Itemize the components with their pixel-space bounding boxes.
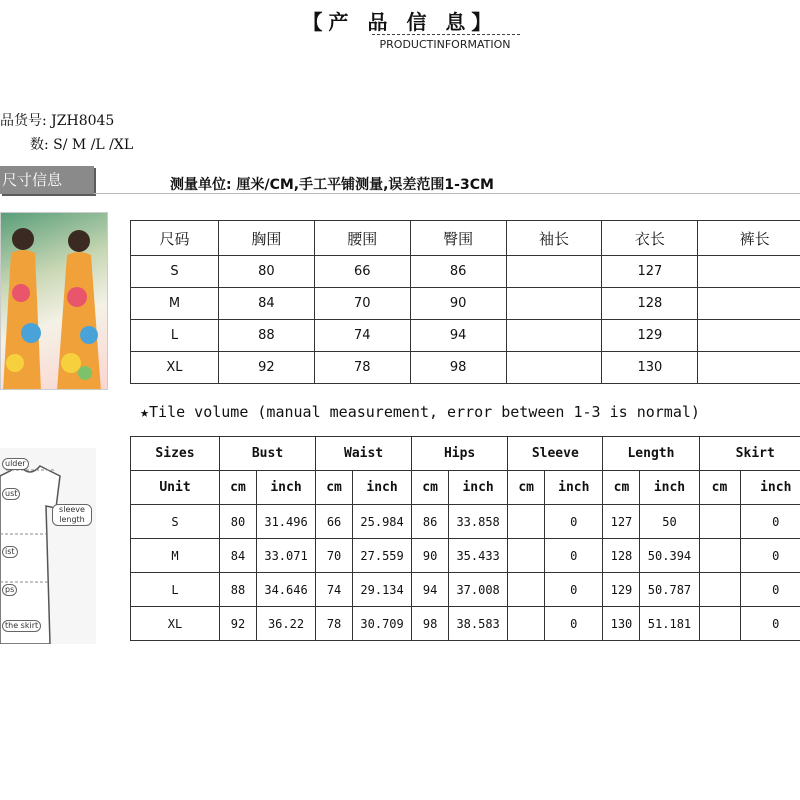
cell: 36.22 bbox=[257, 607, 316, 641]
cell: 66 bbox=[314, 256, 410, 288]
cell: 0 bbox=[740, 539, 800, 573]
en-table-heading: ★Tile volume (manual measurement, error between 1-3 is normal) bbox=[140, 403, 700, 421]
cell: 129 bbox=[602, 320, 698, 352]
model-photo-illustration bbox=[1, 213, 108, 390]
cell: 80 bbox=[218, 256, 314, 288]
cell: 98 bbox=[410, 352, 506, 384]
cell: 94 bbox=[410, 320, 506, 352]
cell: 35.433 bbox=[449, 539, 508, 573]
table-row bbox=[131, 352, 800, 384]
cell: 0 bbox=[545, 539, 603, 573]
table-row bbox=[131, 320, 800, 352]
cell: 30.709 bbox=[353, 607, 412, 641]
size-table-cn bbox=[130, 220, 800, 384]
unit-inch: inch bbox=[545, 471, 603, 505]
cell: 33.071 bbox=[257, 539, 316, 573]
cell: 0 bbox=[545, 505, 603, 539]
unit-cm: cm bbox=[316, 471, 353, 505]
cell bbox=[506, 256, 602, 288]
unit-cm: cm bbox=[220, 471, 257, 505]
cell: L bbox=[131, 320, 219, 352]
cell: 130 bbox=[603, 607, 640, 641]
measurement-diagram bbox=[0, 448, 96, 644]
cell: 127 bbox=[603, 505, 640, 539]
header-hips: Hips bbox=[412, 437, 508, 471]
cell: 78 bbox=[314, 352, 410, 384]
cell: 74 bbox=[316, 573, 353, 607]
header-waist: Waist bbox=[316, 437, 412, 471]
table-row bbox=[131, 607, 800, 641]
unit-cm: cm bbox=[412, 471, 449, 505]
cell: 0 bbox=[740, 607, 800, 641]
header-skirt: Skirt bbox=[699, 437, 800, 471]
cell: 50.394 bbox=[640, 539, 699, 573]
cell: 92 bbox=[218, 352, 314, 384]
diagram-label-shoulder: ulder bbox=[2, 458, 29, 470]
page-subtitle: PRODUCTINFORMATION bbox=[379, 38, 511, 51]
unit-inch: inch bbox=[257, 471, 316, 505]
cell: S bbox=[131, 505, 220, 539]
cell: M bbox=[131, 539, 220, 573]
cell: 129 bbox=[603, 573, 640, 607]
cell: 27.559 bbox=[353, 539, 412, 573]
cell: 0 bbox=[545, 607, 603, 641]
table-header-row bbox=[131, 437, 800, 471]
title-divider bbox=[372, 34, 520, 35]
cell: 74 bbox=[314, 320, 410, 352]
cell bbox=[698, 352, 800, 384]
cell: 98 bbox=[412, 607, 449, 641]
cell: 51.181 bbox=[640, 607, 699, 641]
size-table-en bbox=[130, 436, 800, 641]
unit-cm: cm bbox=[699, 471, 740, 505]
cell: 50 bbox=[640, 505, 699, 539]
cell: 80 bbox=[220, 505, 257, 539]
diagram-label-hips: ps bbox=[2, 584, 17, 596]
cell: 34.646 bbox=[257, 573, 316, 607]
unit-cm: cm bbox=[603, 471, 640, 505]
cell: 50.787 bbox=[640, 573, 699, 607]
cell: 31.496 bbox=[257, 505, 316, 539]
cell: 84 bbox=[220, 539, 257, 573]
cell: 88 bbox=[218, 320, 314, 352]
cell bbox=[699, 505, 740, 539]
cell: 66 bbox=[316, 505, 353, 539]
cell bbox=[508, 607, 545, 641]
table-row bbox=[131, 256, 800, 288]
model-photo bbox=[0, 212, 108, 390]
cell: 84 bbox=[218, 288, 314, 320]
measurement-note: 测量单位: 厘米/CM,手工平铺测量,误差范围1-3CM bbox=[170, 177, 494, 193]
header-waist: 腰围 bbox=[314, 221, 410, 256]
cell: 70 bbox=[316, 539, 353, 573]
cell: 90 bbox=[410, 288, 506, 320]
table-row bbox=[131, 505, 800, 539]
cell bbox=[698, 288, 800, 320]
header-bust: 胸围 bbox=[218, 221, 314, 256]
cell: 128 bbox=[603, 539, 640, 573]
diagram-label-waist: ist bbox=[2, 546, 18, 558]
cell: 25.984 bbox=[353, 505, 412, 539]
cell: 78 bbox=[316, 607, 353, 641]
cell bbox=[699, 607, 740, 641]
cell bbox=[506, 320, 602, 352]
unit-inch: inch bbox=[740, 471, 800, 505]
available-sizes: 数: S/ M /L /XL bbox=[30, 137, 134, 153]
header-hips: 臀围 bbox=[410, 221, 506, 256]
cell: L bbox=[131, 573, 220, 607]
cell: 0 bbox=[740, 573, 800, 607]
cell bbox=[508, 539, 545, 573]
header-length: Length bbox=[603, 437, 699, 471]
table-row bbox=[131, 539, 800, 573]
cell: 33.858 bbox=[449, 505, 508, 539]
cell bbox=[698, 320, 800, 352]
header-sizes: Sizes bbox=[131, 437, 220, 471]
unit-label: Unit bbox=[131, 471, 220, 505]
cell: 90 bbox=[412, 539, 449, 573]
cell: 29.134 bbox=[353, 573, 412, 607]
cell: 86 bbox=[412, 505, 449, 539]
diagram-label-skirt: the skirt bbox=[2, 620, 41, 632]
header-length: 衣长 bbox=[602, 221, 698, 256]
cell: 0 bbox=[545, 573, 603, 607]
cell: 0 bbox=[740, 505, 800, 539]
page-title: 【产 品 信 息】 bbox=[302, 10, 498, 34]
table-header-row bbox=[131, 221, 800, 256]
item-number: 品货号: JZH8045 bbox=[0, 113, 115, 129]
cell: 94 bbox=[412, 573, 449, 607]
cell bbox=[699, 539, 740, 573]
cell: S bbox=[131, 256, 219, 288]
cell: 130 bbox=[602, 352, 698, 384]
unit-inch: inch bbox=[640, 471, 699, 505]
cell bbox=[506, 352, 602, 384]
unit-inch: inch bbox=[449, 471, 508, 505]
cell: 127 bbox=[602, 256, 698, 288]
cell: 70 bbox=[314, 288, 410, 320]
unit-inch: inch bbox=[353, 471, 412, 505]
diagram-label-sleeve-length: sleeve length bbox=[52, 504, 92, 526]
diagram-label-bust: ust bbox=[2, 488, 20, 500]
table-row bbox=[131, 573, 800, 607]
header-size: 尺码 bbox=[131, 221, 219, 256]
cell: 128 bbox=[602, 288, 698, 320]
cell bbox=[506, 288, 602, 320]
table-row bbox=[131, 288, 800, 320]
header-sleeve: Sleeve bbox=[508, 437, 603, 471]
section-tab-size-info: 尺寸信息 bbox=[0, 166, 94, 194]
cell bbox=[508, 505, 545, 539]
cell bbox=[698, 256, 800, 288]
cell: M bbox=[131, 288, 219, 320]
header-bust: Bust bbox=[220, 437, 316, 471]
header-pants-length: 裤长 bbox=[698, 221, 800, 256]
cell bbox=[699, 573, 740, 607]
cell: 38.583 bbox=[449, 607, 508, 641]
cell: 86 bbox=[410, 256, 506, 288]
cell: 88 bbox=[220, 573, 257, 607]
cell bbox=[508, 573, 545, 607]
cell: 92 bbox=[220, 607, 257, 641]
unit-cm: cm bbox=[508, 471, 545, 505]
cell: 37.008 bbox=[449, 573, 508, 607]
unit-row bbox=[131, 471, 800, 505]
header-sleeve: 袖长 bbox=[506, 221, 602, 256]
cell: XL bbox=[131, 607, 220, 641]
cell: XL bbox=[131, 352, 219, 384]
